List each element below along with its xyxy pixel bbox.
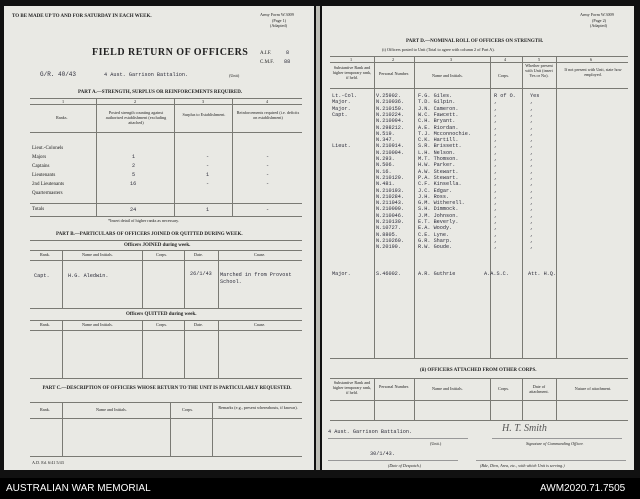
roll-num: N.210260. [376,237,405,244]
joined-date: 26/1/43 [190,271,212,277]
c-header-remarks: Remarks (e.g., present whereabouts, if known). [218,405,298,410]
roll-corps: , [494,212,498,219]
roll-present: , [530,174,534,181]
col-num-1: 1 [62,99,65,104]
roll-corps: , [494,156,498,162]
roll-num: N.210046. [376,212,405,219]
roll-name: T.J. Mcconnochie. [418,130,471,137]
roll-corps: , [494,206,498,213]
col-num-2: 2 [134,99,137,104]
roll-name: G.M. Witherell. [418,200,465,207]
d-header-employment: If not present with Unit, state how employed. [564,67,622,77]
d-header-number: Personal Number. [378,71,409,76]
army-form-label: Army Form W.3009 [260,12,294,17]
roll-corps: , [494,225,498,232]
attached-title: (ii) OFFICERS ATTACHED FROM OTHER CORPS. [420,368,537,373]
joined-header-cause: Cause. [254,252,266,257]
roll-corps: , [494,244,498,251]
roll-corps: , [494,193,498,200]
part-c-title: PART C.—DESCRIPTION OF OFFICERS WHOSE RETURN TO THE UNIT IS PARTICULARLY REQUESTED. [42,386,292,391]
part-b-title: PART B.—PARTICULARS OF OFFICERS JOINED OR QUITTED DURING WEEK. [56,232,243,237]
posted-total: 24 [130,207,137,213]
page-label: (Page 1) [272,18,287,23]
roll-present: , [530,111,534,118]
reinforcement-value: - [266,154,270,160]
totals-label: Totals [32,207,45,212]
roll-name: S.R. Brissett. [418,143,462,150]
unit-label: (Unit.) [430,441,442,446]
header-surplus: Surplus to Establishment. [182,112,226,117]
roll-present: , [530,149,534,156]
roll-name: J.N. Cameron. [418,105,459,112]
posted-value: 2 [132,163,136,169]
quitted-header-date: Date. [194,322,203,327]
reinforcement-value: - [266,181,270,187]
roll-present: , [530,206,534,213]
roll-corps: , [494,187,498,194]
roll-corps: , [494,219,498,225]
roll-present: , [530,124,534,131]
roll-present: , [530,105,534,112]
roll-present: , [530,193,534,200]
roll-corps: , [494,149,498,156]
d-header-present: Whether present with Unit (insert Yes or No). [525,63,553,78]
d-header-rank: Substantive Rank and higher temporary rank, if held. [332,65,372,80]
surplus-total: 1 [206,207,210,213]
part-d-subtitle: (i) Officers posted to Unit (Total to agree with column 2 of Part A). [382,47,495,52]
roll-name: G.R. Sharp. [418,237,453,244]
cmf-label: C.M.F. [260,60,274,65]
d-header-name: Name and Initials. [432,73,463,78]
att-header-nature: Nature of attachment. [574,386,612,391]
extra-roll-present: Att. H.Q. [528,271,557,277]
roll-corps: , [494,168,498,175]
page-fold [316,6,320,470]
top-note: TO BE MADE UP TO AND FOR SATURDAY IN EACH WEEK. [12,14,152,19]
roll-name: C.F. Kinsella. [418,181,462,188]
archive-footer [0,478,640,499]
surplus-value: - [206,154,210,160]
roll-corps: , [494,105,498,112]
roll-num: N.210150. [376,105,405,112]
roll-num: N.293. [376,156,395,162]
roll-name: J.C. Edgar. [418,187,453,194]
roll-num: N.298212. [376,124,405,131]
footer-accession: AWM2020.71.7505 [540,483,626,494]
roll-present: , [530,219,534,225]
roll-corps: , [494,143,498,150]
col-num-6: 6 [590,57,593,62]
roll-name: C.E. Lyne. [418,231,450,238]
rank-row-label: Captains [32,164,50,169]
roll-corps: , [494,130,498,137]
att-header-date: Date of attachment. [529,384,549,394]
army-form-label: Army Form W.3009 [580,12,614,17]
roll-corps: , [494,162,498,169]
extra-roll-name: A.R. Guthrie [418,271,456,277]
footer-institution: AUSTRALIAN WAR MEMORIAL [6,483,151,494]
unit-name: 4 Aust. Garrison Battalion. [328,429,413,435]
roll-name: T.D. Gilpin. [418,99,456,106]
roll-name: R.W. Goude. [418,244,453,251]
roll-num: N.210130. [376,219,405,225]
joined-cause: Marched in from Provost School. [220,272,292,285]
roll-corps: , [494,237,498,244]
roll-num: N.210129. [376,174,405,181]
roll-name: J.H. Ross. [418,193,450,200]
unit-name: 4 Aust. Garrison Battalion. [104,72,189,78]
left-page [4,6,314,470]
part-a-title: PART A.—STRENGTH, SURPLUS OR REINFORCEMENTS REQUIRED. [78,90,243,95]
posted-value: 5 [132,172,136,178]
roll-num: N.506. [376,162,395,169]
c-header-corps: Corps. [182,407,194,412]
roll-corps: , [494,118,498,125]
roll-name: E.A. Woody. [418,225,453,232]
joined-header-rank: Rank. [40,252,50,257]
quitted-header-name: Name and Initials. [82,322,113,327]
roll-present: , [530,231,534,238]
roll-present: , [530,143,534,150]
roll-name: S.H. Dimmock. [418,206,459,213]
roll-num: N.210284. [376,193,405,200]
reinforcement-total: - [266,207,270,213]
quitted-header-corps: Corps. [156,322,168,327]
joined-header-date: Date. [194,252,203,257]
roll-name: E.T. Beverly. [418,219,459,225]
roll-corps: , [494,137,498,144]
joined-title: Officers JOINED during week. [124,243,191,248]
roll-present: , [530,137,534,144]
reference-number: G/R. 40/43 [40,71,77,78]
roll-corps: , [494,181,498,188]
col-num-1: 1 [350,57,353,62]
roll-corps: R of O. [494,93,516,99]
roll-rank: Major. [332,99,351,106]
quitted-header-rank: Rank. [40,322,50,327]
reinforcement-value: - [266,172,270,178]
roll-num: N.210009. [376,206,405,213]
roll-present: , [530,130,534,137]
part-a-footnote: *Insert detail of higher ranks as necessary. [108,218,180,223]
rank-row-label: Lieutenants [32,173,56,178]
roll-name: P.A. Stewart. [418,174,459,181]
header-ranks: Ranks. [56,115,68,120]
roll-name: J.M. Johnson. [418,212,459,219]
extra-roll-number: S.46002. [376,271,401,277]
quitted-title: Officers QUITTED during week. [126,312,197,317]
roll-rank: Lt.-Col. [332,93,357,99]
rank-row-label: Quartermasters [32,191,63,196]
aif-value: 8 [286,50,290,56]
c-header-rank: Rank. [40,407,50,412]
roll-present: , [530,162,534,169]
print-code: A.D. Ed. 6/41 5/43 [32,460,64,465]
posted-value: 1 [132,154,136,160]
part-d-title: PART D.—NOMINAL ROLL OF OFFICERS ON STRENGTH. [406,39,544,44]
roll-corps: , [494,200,498,207]
att-header-corps: Corps. [498,386,510,391]
col-num-2: 2 [392,57,395,62]
page-label: (Page 2) [592,18,607,23]
roll-num: N.210094. [376,118,405,125]
roll-present: , [530,118,534,125]
roll-present: , [530,244,534,251]
col-num-4: 4 [504,57,507,62]
roll-name: M.T. Thomson. [418,156,459,162]
surplus-value: 1 [206,172,210,178]
roll-num: N.210004. [376,149,405,156]
signature-label: Signature of Commanding Officer. [526,441,584,446]
roll-num: N.210193. [376,187,405,194]
roll-name: F.G. Giles. [418,93,453,99]
roll-name: A.W. Stewart. [418,168,459,175]
roll-num: N.10727. [376,225,401,232]
roll-num: N.481. [376,181,395,188]
despatch-label: (Date of Despatch.) [388,463,422,468]
roll-corps: , [494,111,498,118]
unit-label: (Unit) [229,73,240,78]
roll-present: , [530,212,534,219]
roll-present: , [530,168,534,175]
roll-corps: , [494,174,498,181]
att-header-name: Name and Initials. [432,386,463,391]
quitted-header-cause: Cause. [254,322,266,327]
joined-name: H.G. Aledwin. [68,273,109,279]
bde-label: (Bde, Divn, Area, etc., with which Unit is serving.) [480,463,565,468]
roll-num: N.16. [376,168,392,175]
reinforcement-value: - [266,163,270,169]
surplus-value: - [206,163,210,169]
roll-corps: , [494,99,498,106]
col-num-3: 3 [450,57,453,62]
roll-name: L.H. Nelson. [418,149,456,156]
roll-num: V.25902. [376,93,401,99]
rank-row-label: 2nd Lieutenants [32,182,65,187]
header-posted-strength: Posted strength counting against authorised establishment (excluding attached) [105,110,167,126]
d-header-corps: Corps. [498,73,510,78]
c-header-name: Name and Initials. [96,407,127,412]
adapted-label: (Adapted) [590,23,607,28]
roll-corps: , [494,231,498,238]
col-num-4: 4 [266,99,269,104]
col-num-3: 3 [202,99,205,104]
roll-present: , [530,156,534,162]
roll-name: A.E. Riordan. [418,124,459,131]
aif-label: A.I.F. [260,51,272,56]
roll-rank: Major. [332,105,351,112]
roll-present: , [530,200,534,207]
posted-value: 16 [130,181,137,187]
roll-num: N.20190. [376,244,401,251]
roll-present: , [530,181,534,188]
att-header-number: Personal Number. [378,384,409,389]
commanding-officer-signature: H. T. Smith [502,423,547,434]
joined-rank: Capt. [34,273,50,279]
roll-name: W.C. Fawcett. [418,111,459,118]
cmf-value: 88 [284,59,291,65]
roll-present: , [530,99,534,106]
despatch-date: 30/1/43. [370,451,395,457]
att-header-rank: Substantive Rank and higher temporary rank, if held. [332,380,372,395]
page-title: FIELD RETURN OF OFFICERS [92,47,249,58]
roll-num: N.8805. [376,231,398,238]
roll-num: N.347. [376,137,395,144]
roll-num: N.519. [376,130,395,137]
joined-header-corps: Corps. [156,252,168,257]
roll-corps: , [494,124,498,131]
roll-num: N.211043. [376,200,405,207]
roll-present: , [530,225,534,232]
roll-name: C.H. Bryant. [418,118,456,125]
extra-roll-corps: A.A.S.C. [484,271,509,277]
rank-row-label: Majors [32,155,47,160]
roll-num: N.210224. [376,111,405,118]
roll-present: , [530,187,534,194]
joined-header-name: Name and Initials. [82,252,113,257]
header-reinforcements: Reinforcements required (i.e. deficits on establishment) [236,110,300,121]
roll-present: , [530,237,534,244]
roll-rank: Capt. [332,111,348,118]
roll-name: C.K. Hartill. [418,137,459,144]
col-num-5: 5 [538,57,541,62]
roll-present: Yes [530,93,540,99]
roll-name: H.W. Parker. [418,162,456,169]
roll-num: N.210036. [376,99,405,106]
adapted-label: (Adapted) [270,23,287,28]
roll-num: N.210914. [376,143,405,150]
rank-row-label: Lieut.-Colonels [32,146,64,151]
extra-roll-rank: Major. [332,271,351,277]
right-page [322,6,634,470]
surplus-value: - [206,181,210,187]
roll-rank: Lieut. [332,143,351,150]
